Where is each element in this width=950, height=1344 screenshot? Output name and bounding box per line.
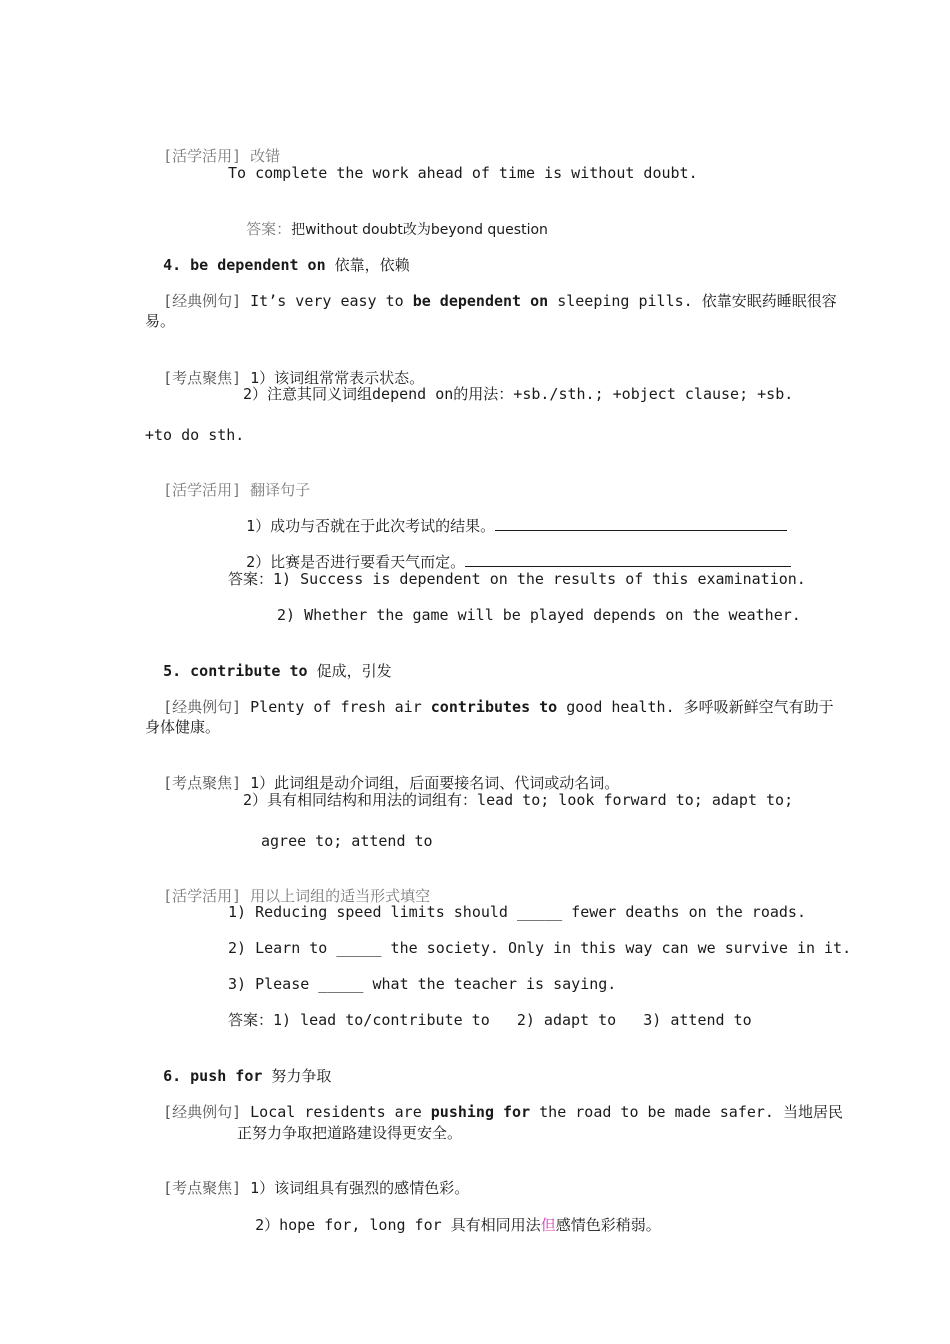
example-post: good health. 多呼吸新鲜空气有助于 — [557, 698, 834, 716]
example-tag: [经典例句] — [163, 1103, 242, 1121]
section-heading-6 — [145, 1046, 331, 1086]
practice-title: 翻译句子 — [241, 481, 311, 499]
answer-pre: 把 — [291, 222, 306, 238]
fill-question-3: 3) Please _____ what the teacher is saying. — [228, 975, 617, 993]
heading-phrase: contribute to — [190, 662, 308, 680]
practice-tag: [活学活用] — [163, 481, 242, 499]
practice-sentence: To complete the work ahead of time is without doubt. — [228, 164, 698, 182]
focus-text-pre: 2）hope for, long for 具有相同用法 — [255, 1216, 541, 1234]
example-line — [145, 677, 834, 717]
heading-meaning: 努力争取 — [262, 1067, 332, 1085]
example-tag: [经典例句] — [163, 292, 242, 310]
example-continuation: 身体健康。 — [145, 718, 221, 736]
example-bold: pushing for — [430, 1103, 531, 1121]
heading-meaning: 促成，引发 — [307, 662, 392, 680]
answer-blank[interactable] — [465, 552, 791, 567]
practice-title: 用以上词组的适当形式填空 — [241, 887, 431, 905]
practice-heading-4 — [145, 460, 310, 500]
practice-heading-3 — [145, 126, 280, 166]
example-continuation: 正努力争取把道路建设得更安全。 — [237, 1124, 463, 1142]
focus-line-2: 2）具有相同结构和用法的词组有：lead to; look forward to; adapt to; — [243, 791, 794, 809]
focus-text: 1）该词组具有强烈的感情色彩。 — [241, 1179, 470, 1197]
example-bold: be dependent on — [412, 292, 549, 310]
example-tag: [经典例句] — [163, 698, 242, 716]
answer-blank[interactable] — [495, 516, 787, 531]
answer-old: without doubt — [305, 222, 403, 238]
answer-line: 答案：1) lead to/contribute to 2) adapt to 3) attend to — [228, 1011, 752, 1029]
example-pre: Plenty of fresh air — [241, 698, 431, 716]
focus-text: 1）此词组是动介词组，后面要接名词、代词或动名词。 — [241, 774, 620, 792]
heading-phrase: be dependent on — [190, 256, 326, 274]
focus-tag: [考点聚焦] — [163, 1179, 242, 1197]
example-post: sleeping pills. 依靠安眠药睡眠很容 — [548, 292, 837, 310]
answer-line — [228, 199, 548, 240]
example-bold: contributes to — [430, 698, 558, 716]
focus-text: 1）该词组常常表示状态。 — [241, 369, 425, 387]
answer-mid: 改为 — [402, 222, 431, 238]
section-heading-5 — [145, 641, 392, 681]
heading-phrase: push for — [190, 1067, 263, 1085]
focus-tag: [考点聚焦] — [163, 774, 242, 792]
answer-line-2: 2) Whether the game will be played depends on the weather. — [277, 606, 801, 624]
practice-tag: [活学活用] — [163, 887, 242, 905]
focus-line-1 — [145, 753, 619, 793]
fill-question-1: 1) Reducing speed limits should _____ fewer deaths on the roads. — [228, 903, 806, 921]
example-continuation: 易。 — [145, 312, 176, 330]
heading-number: 6. — [163, 1067, 191, 1085]
answer-label: 答案： — [246, 220, 292, 238]
heading-meaning: 依靠，依赖 — [325, 256, 410, 274]
focus-line-2: 2）注意其同义词组depend on的用法：+sb./sth.; +object clause; +sb. — [243, 385, 794, 403]
question-text: 1）成功与否就在于此次考试的结果。 — [246, 517, 496, 535]
focus-tag: [考点聚焦] — [163, 369, 242, 387]
example-pre: It’s very easy to — [241, 292, 413, 310]
focus-text-post: 感情色彩稍弱。 — [555, 1216, 661, 1234]
practice-heading-5 — [145, 866, 430, 906]
answer-new: beyond question — [430, 222, 548, 238]
focus-line-2-cont: agree to; attend to — [261, 832, 433, 850]
focus-line-1 — [145, 1158, 469, 1198]
fill-question-2: 2) Learn to _____ the society. Only in this way can we survive in it. — [228, 939, 852, 957]
heading-number: 4. — [163, 256, 191, 274]
practice-tag: [活学活用] — [163, 147, 242, 165]
focus-line-1 — [145, 348, 424, 388]
question-text: 2）比赛是否进行要看天气而定。 — [246, 553, 466, 571]
example-post: the road to be made safer. 当地居民 — [530, 1103, 843, 1121]
focus-line-2-cont: +to do sth. — [145, 426, 245, 444]
highlighted-word: 但 — [540, 1216, 556, 1234]
heading-number: 5. — [163, 662, 191, 680]
example-line — [145, 271, 837, 311]
translate-question-1 — [228, 496, 787, 536]
answer-line-1: 答案：1) Success is dependent on the results of this examination. — [228, 570, 806, 588]
example-pre: Local residents are — [241, 1103, 431, 1121]
section-heading-4 — [145, 235, 410, 275]
focus-line-2 — [237, 1195, 661, 1235]
example-line — [145, 1082, 843, 1122]
practice-title: 改错 — [241, 147, 281, 165]
translate-question-2 — [228, 532, 791, 572]
